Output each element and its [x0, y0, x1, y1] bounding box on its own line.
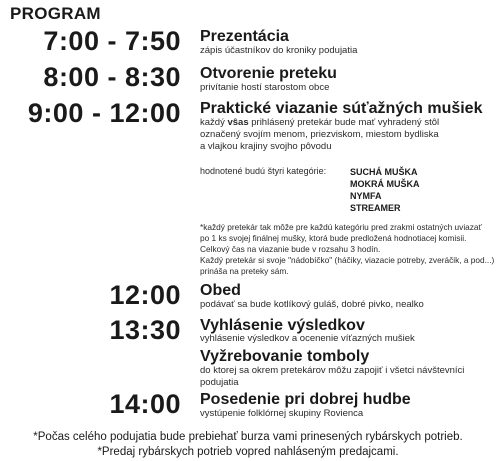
note-line: Celkový čas na viazanie bude v rozsahu 3 hodín. — [200, 244, 381, 254]
event-desc-3-line-2: označený svojím menom, priezviskom, miestom bydliska — [200, 129, 439, 140]
category-item: STREAMER — [350, 203, 401, 213]
time-slot-7: 14:00 — [109, 389, 181, 419]
category-item: MOKRÁ MUŠKA — [350, 179, 420, 189]
event-title-4: Obed — [200, 282, 241, 299]
event-title-6: Vyžrebovanie tomboly — [200, 348, 370, 365]
note-line: prináša na preteky sám. — [200, 266, 289, 276]
event-desc-3-line-1: každý vŝas prihlásený pretekár bude mať vyhradený stôl — [200, 117, 440, 128]
time-slot-2: 8:00 - 8:30 — [43, 62, 181, 92]
time-slot-5: 13:30 — [109, 315, 181, 345]
categories-label: hodnotené budú štyri kategórie: — [200, 166, 327, 176]
time-slot-4: 12:00 — [109, 280, 181, 310]
event-desc-5: vyhlásenie výsledkov a ocenenie víťazných mušiek — [200, 333, 415, 344]
event-desc-4: podávať sa bude kotlíkový guláš, dobré pivko, nealko — [200, 299, 424, 310]
event-desc-2: privítanie hostí starostom obce — [200, 82, 330, 93]
event-desc-3-line-3: a vlajkou krajiny svojho pôvodu — [200, 141, 332, 152]
event-title-5: Vyhlásenie výsledkov — [200, 317, 365, 334]
category-item: NYMFA — [350, 191, 382, 201]
program-heading: PROGRAM — [10, 4, 101, 23]
footer-note-1: *Počas celého podujatia bude prebiehať burza vami prinesených rybárskych potrieb. — [33, 431, 463, 443]
event-title-7: Posedenie pri dobrej hudbe — [200, 391, 411, 408]
category-item: SUCHÁ MUŠKA — [350, 167, 418, 177]
time-slot-3: 9:00 - 12:00 — [27, 98, 181, 128]
footer-note-2: *Predaj rybárskych potrieb vopred nahláseným predajcami. — [97, 446, 399, 458]
note-line: po 1 ks svojej finálnej mušky, ktorá bude predložená hodnotiacej komisii. — [200, 233, 467, 243]
time-slot-1: 7:00 - 7:50 — [43, 26, 181, 56]
event-desc-7: vystúpenie folklórnej skupiny Rovienca — [200, 408, 364, 419]
event-desc-6-line-1: do ktorej sa okrem pretekárov môžu zapojiť i všetci návštevníci — [200, 365, 465, 376]
event-title-2: Otvorenie preteku — [200, 65, 337, 82]
event-title-1: Prezentácia — [200, 28, 289, 45]
event-desc-6-line-2: podujatia — [200, 377, 239, 388]
note-line: *každý pretekár tak môže pre každú kategóriu pred zrakmi ostatných uviazať — [200, 222, 482, 232]
event-title-3: Praktické viazanie súťažných mušiek — [200, 100, 483, 117]
note-line: Každý pretekár si svoje "nádobíčko" (háčiky, viazacie potreby, zveráčik, a pod...) — [200, 255, 495, 265]
event-desc-1: zápis účastníkov do kroniky podujatia — [200, 45, 358, 56]
